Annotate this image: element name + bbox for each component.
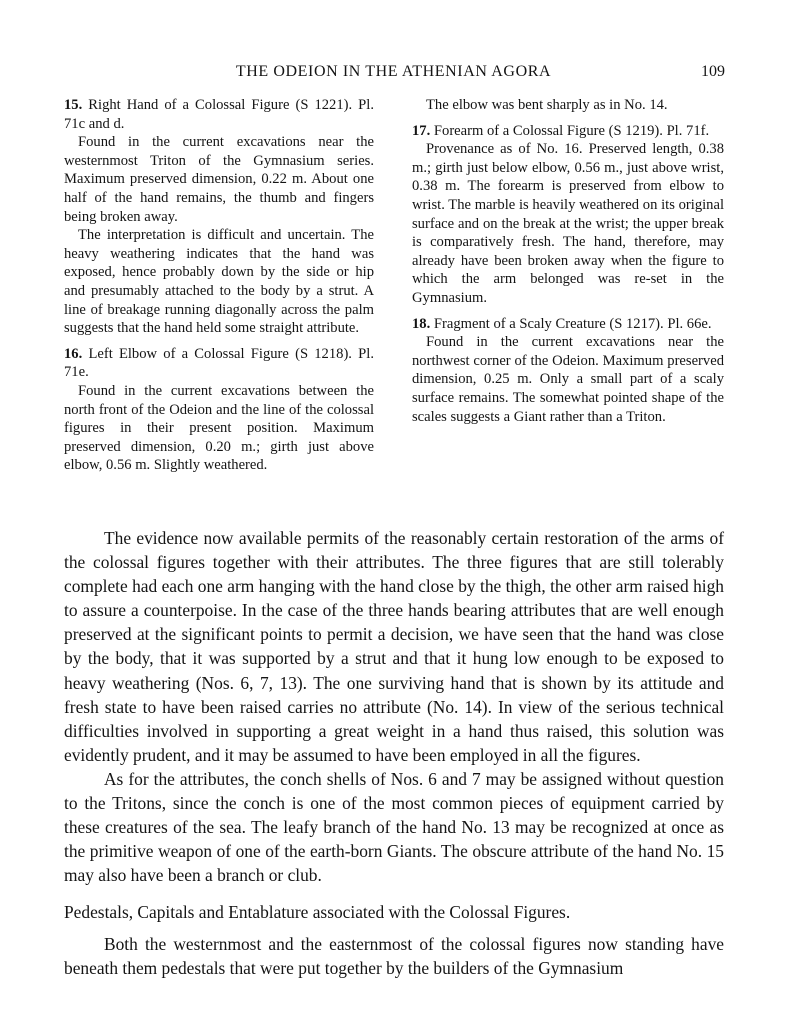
- page-number: 109: [701, 63, 725, 80]
- main-body-text: [64, 526, 724, 980]
- entry-number: 15.: [64, 97, 83, 113]
- entry-heading: [64, 96, 374, 133]
- entry-number: 18.: [412, 315, 431, 332]
- running-title: THE ODEION IN THE ATHENIAN AGORA: [235, 63, 552, 80]
- catalogue-entry-18: [412, 315, 724, 427]
- page-header: [0, 63, 787, 85]
- entry-paragraph: Found in the current excavations near the northwest corner of the Odeion. Maximum preserved dimension, 0.25 m. Only a small part of a scaly surface remains. The somewhat pointed shape of the scales suggests a Giant rather than a Triton.: [412, 334, 724, 425]
- body-paragraph: Both the westernmost and the easternmost of the colossal figures now standing have beneath them pedestals that were put together by the builders of the Gymnasium: [64, 933, 724, 978]
- body-paragraph: The evidence now available permits of the reasonably certain restoration of the arms of the colossal figures together with their attributes. The three figures that are still tolerably complete had each one arm hanging with the hand close by the thigh, the other arm raised high to assure a counterpoise. In the case of the three hands bearing attributes that are well enough preserved at the significant points to permit a decision, we have seen that the hand was close by the body, that it was supported by a strut and that it hung low enough to be exposed to heavy weathering (Nos. 6, 7, 13). The one surviving hand that is shown by its attitude and fresh state to have been raised carries no attribute (No. 14). In view of the serious technical difficulties involved in supporting a great weight in a hand thus raised, this solution was evidently prudent, and it may be assumed to have been employed in all the figures.: [64, 528, 724, 765]
- entry-paragraph: Found in the current excavations between the north front of the Odeion and the line of the colossal figures in their present position. Maximum preserved dimension, 0.20 m.; girth just above elbow, 0.56 m. Slightly weathered.: [64, 382, 374, 474]
- entry-paragraph: The interpretation is difficult and uncertain. The heavy weathering indicates that the hand was exposed, hence probably down by the side or hip and presumably attached to the body by a strut. A line of breakage running diagonally across the palm suggests that the hand held some straight attribute.: [64, 227, 374, 337]
- catalogue-left-column: [64, 96, 374, 482]
- section-heading: Pedestals, Capitals and Entablature associated with the Colossal Figures.: [64, 902, 571, 923]
- entry-paragraph: Found in the current excavations near the westernmost Triton of the Gymnasium series. Maximum preserved dimension, 0.22 m. About one half of the hand remains, the thumb and fingers being broken away.: [64, 134, 374, 225]
- catalogue-entry-17: [412, 122, 724, 308]
- catalogue-right-column: [412, 96, 724, 433]
- body-paragraph: As for the attributes, the conch shells of Nos. 6 and 7 may be assigned without question to the Tritons, since the conch is one of the most common pieces of equipment carried by these creatures of the sea. The leafy branch of the hand No. 13 may be recognized at once as the primitive weapon of one of the earth-born Giants. The obscure attribute of the hand No. 15 may also have been a branch or club.: [64, 768, 724, 886]
- entry-title: Right Hand of a Colossal Figure (S 1221). Pl. 71c and d.: [64, 97, 374, 132]
- entry-paragraph: Provenance as of No. 16. Preserved length, 0.38 m.; girth just below elbow, 0.56 m., just above wrist, 0.38 m. The forearm is preserved from elbow to wrist. The marble is heavily weathered on its original surface and on the break at the wrist; the upper break is comparatively fresh. The hand, therefore, may already have been broken away when the figure to which the arm belonged was re-set in the Gymnasium.: [412, 141, 724, 306]
- entry-number: 17.: [412, 122, 431, 139]
- catalogue-entry-15: [64, 96, 374, 338]
- entry-paragraph: The elbow was bent sharply as in No. 14.: [426, 97, 668, 113]
- entry-title: Forearm of a Colossal Figure (S 1219). Pl. 71f.: [433, 122, 710, 139]
- entry-heading: [64, 345, 374, 382]
- entry-title: Fragment of a Scaly Creature (S 1217). Pl. 66e.: [433, 315, 712, 332]
- catalogue-entry-16: [64, 345, 374, 475]
- entry-heading: [412, 122, 724, 141]
- entry-16-continuation: [412, 96, 724, 115]
- entry-title: Left Elbow of a Colossal Figure (S 1218). Pl. 71e.: [64, 345, 374, 381]
- entry-heading: [412, 315, 724, 334]
- entry-number: 16.: [64, 345, 83, 362]
